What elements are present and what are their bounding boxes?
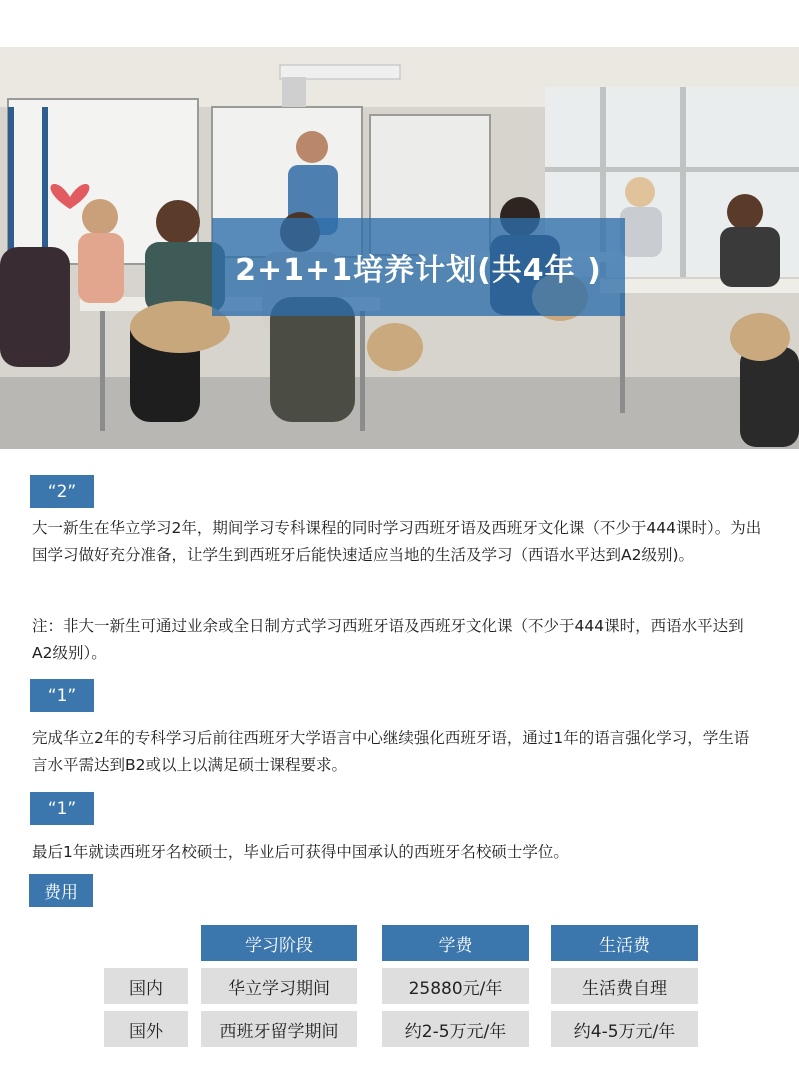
fees-row-living: 约4-5万元/年 — [551, 1011, 698, 1047]
section-tag-2: “2” — [30, 475, 94, 508]
fees-header-tuition: 学费 — [382, 925, 529, 961]
section-tag-1-master: “1” — [30, 792, 94, 825]
hero-title: 2+1+1培养计划(共4年 ) — [235, 253, 602, 288]
section-tag-1-language: “1” — [30, 679, 94, 712]
fees-row-region: 国内 — [104, 968, 188, 1004]
fees-header-living: 生活费 — [551, 925, 698, 961]
section-1-language-paragraph: 完成华立2年的专科学习后前往西班牙大学语言中心继续强化西班牙语，通过1年的语言强化学习，学生语言水平需达到B2或以上以满足硕士课程要求。 — [32, 729, 750, 774]
fees-row-stage: 西班牙留学期间 — [201, 1011, 357, 1047]
fees-row-tuition: 25880元/年 — [382, 968, 529, 1004]
hero-photo — [0, 47, 799, 449]
fees-row-region: 国外 — [104, 1011, 188, 1047]
fees-title: 费用 — [29, 874, 93, 907]
fees-row-stage: 华立学习期间 — [201, 968, 357, 1004]
section-1-master-paragraph: 最后1年就读西班牙名校硕士，毕业后可获得中国承认的西班牙名校硕士学位。 — [32, 843, 569, 861]
hero-title-banner — [212, 218, 625, 316]
fees-row-living: 生活费自理 — [551, 968, 698, 1004]
fees-header-stage: 学习阶段 — [201, 925, 357, 961]
fees-row-tuition: 约2-5万元/年 — [382, 1011, 529, 1047]
section-2-note: 注：非大一新生可通过业余或全日制方式学习西班牙语及西班牙文化课（不少于444课时，西语水平达到A2级别）。 — [32, 617, 744, 662]
section-2-paragraph: 大一新生在华立学习2年，期间学习专科课程的同时学习西班牙语及西班牙文化课（不少于444课时）。为出国学习做好充分准备，让学生到西班牙后能快速适应当地的生活及学习（西语水平达到A2级别)。 — [32, 519, 762, 564]
